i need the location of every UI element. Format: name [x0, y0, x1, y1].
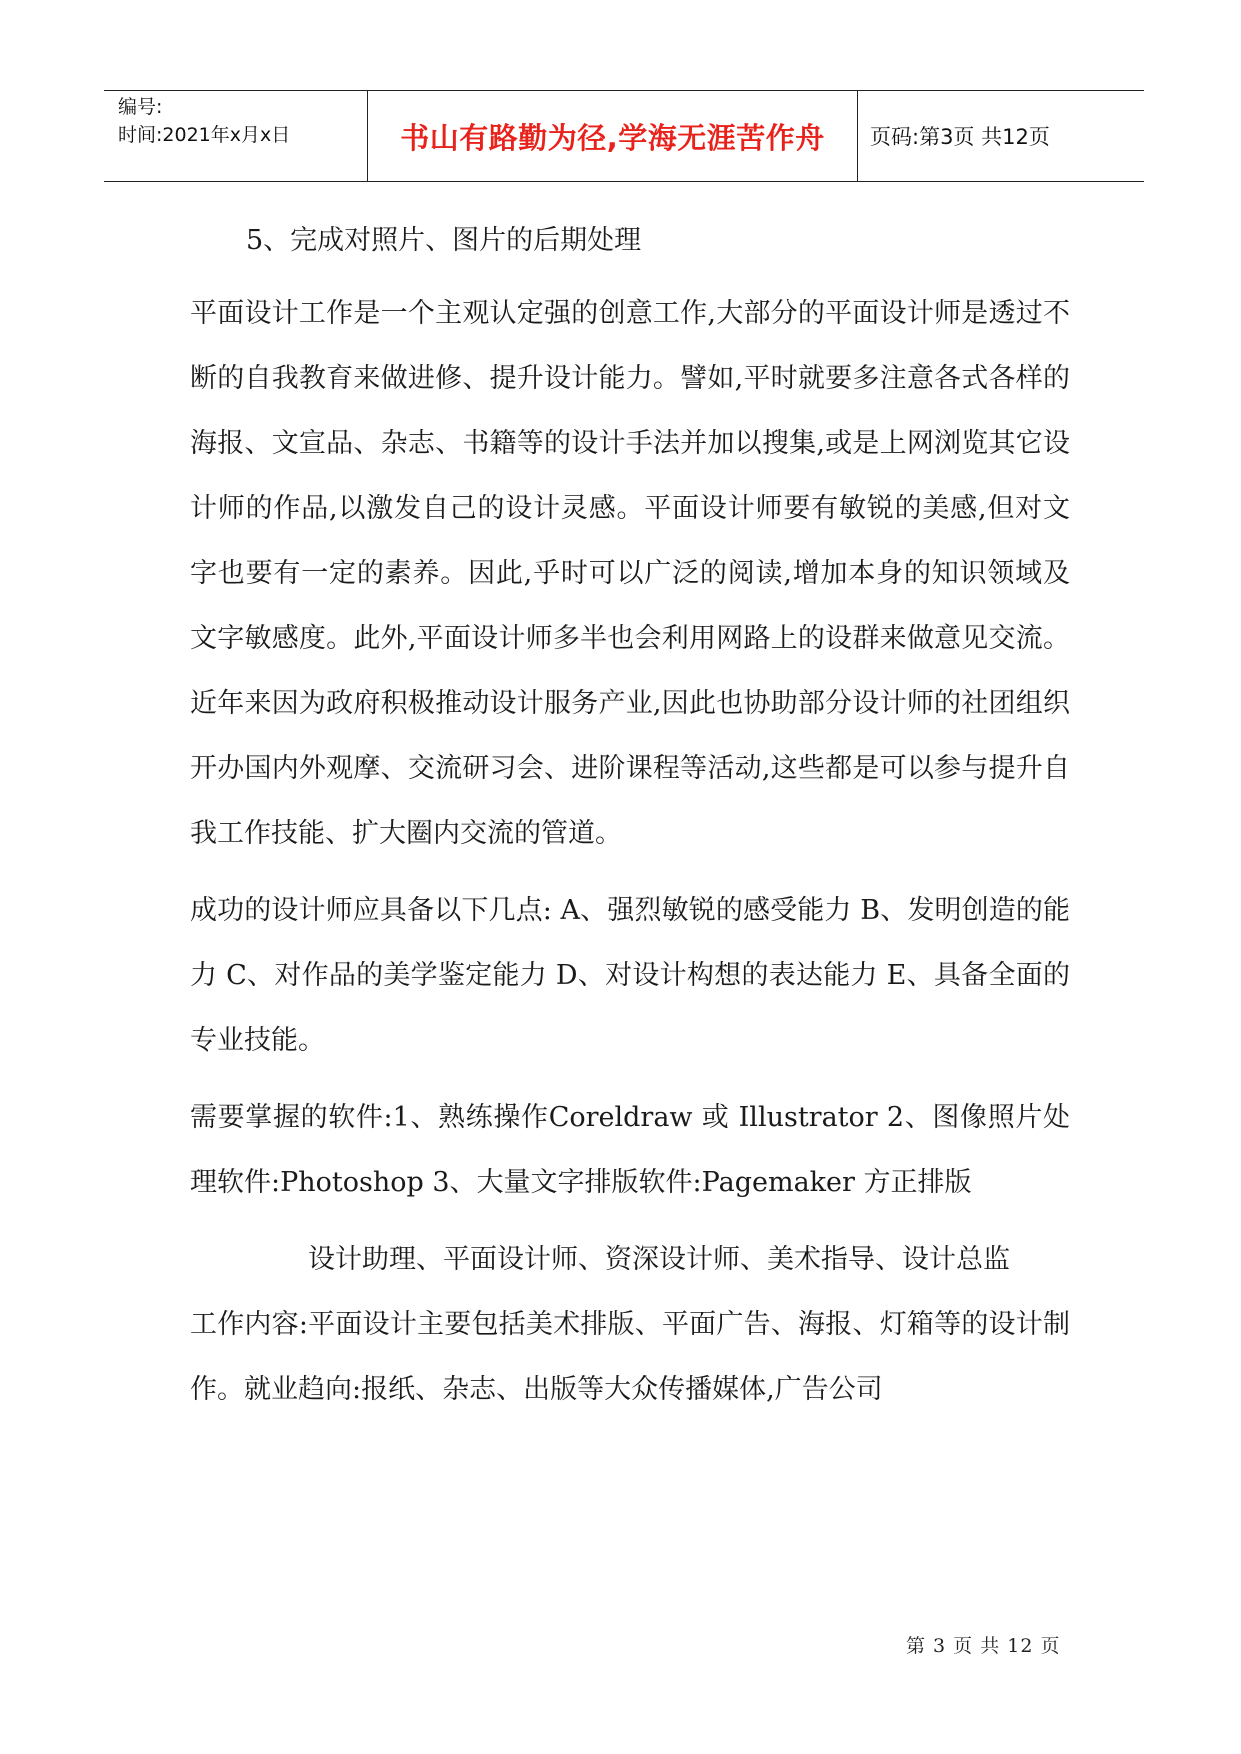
- paragraph-designer-qualities: 成功的设计师应具备以下几点: A、强烈敏锐的感受能力 B、发明创造的能力 C、对作品的美学鉴定能力 D、对设计构想的表达能力 E、具备全面的专业技能。: [190, 895, 1070, 1056]
- header-page-number: 页码:第3页 共12页: [870, 125, 1050, 149]
- paragraph-self-education: 平面设计工作是一个主观认定强的创意工作,大部分的平面设计师是透过不断的自我教育来做进修、提升设计能力。譬如,平时就要多注意各式各样的海报、文宣品、杂志、书籍等的设计手法并加以搜集,或是上网浏览其它设计师的作品,以激发自己的设计灵感。平面设计师要有敏锐的美感,但对文字也要有一定的素养。因此,乎时可以广泛的阅读,增加本身的知识领域及文字敏感度。此外,平面设计师多半也会利用网路上的设群来做意见交流。近年来因为政府积极推动设计服务产业,因此也协助部分设计师的社团组织开办国内外观摩、交流研习会、进阶课程等活动,这些都是可以参与提升自我工作技能、扩大圈内交流的管道。: [190, 298, 1070, 849]
- document-time-label: 时间:2021年x月x日: [118, 124, 291, 146]
- header-meta: [104, 91, 368, 181]
- document-body: [190, 208, 1070, 1422]
- paragraph-numbered-item: 5、完成对照片、图片的后期处理: [246, 225, 642, 256]
- page-header: [104, 90, 1144, 182]
- paragraph-required-software: 需要掌握的软件:1、熟练操作Coreldraw 或 Illustrator 2、图像照片处理软件:Photoshop 3、大量文字排版软件:Pagemaker 方正排版: [190, 1102, 1070, 1198]
- paragraph-career-path: 设计助理、平面设计师、资深设计师、美术指导、设计总监: [308, 1244, 1010, 1275]
- header-motto: 书山有路勤为径,学海无涯苦作舟: [368, 91, 858, 181]
- page-footer: 第 3 页 共 12 页: [906, 1635, 1061, 1657]
- paragraph-job-content: 工作内容:平面设计主要包括美术排版、平面广告、海报、灯箱等的设计制作。就业趋向:报纸、杂志、出版等大众传播媒体,广告公司: [190, 1309, 1070, 1405]
- document-number-label: 编号:: [118, 96, 163, 118]
